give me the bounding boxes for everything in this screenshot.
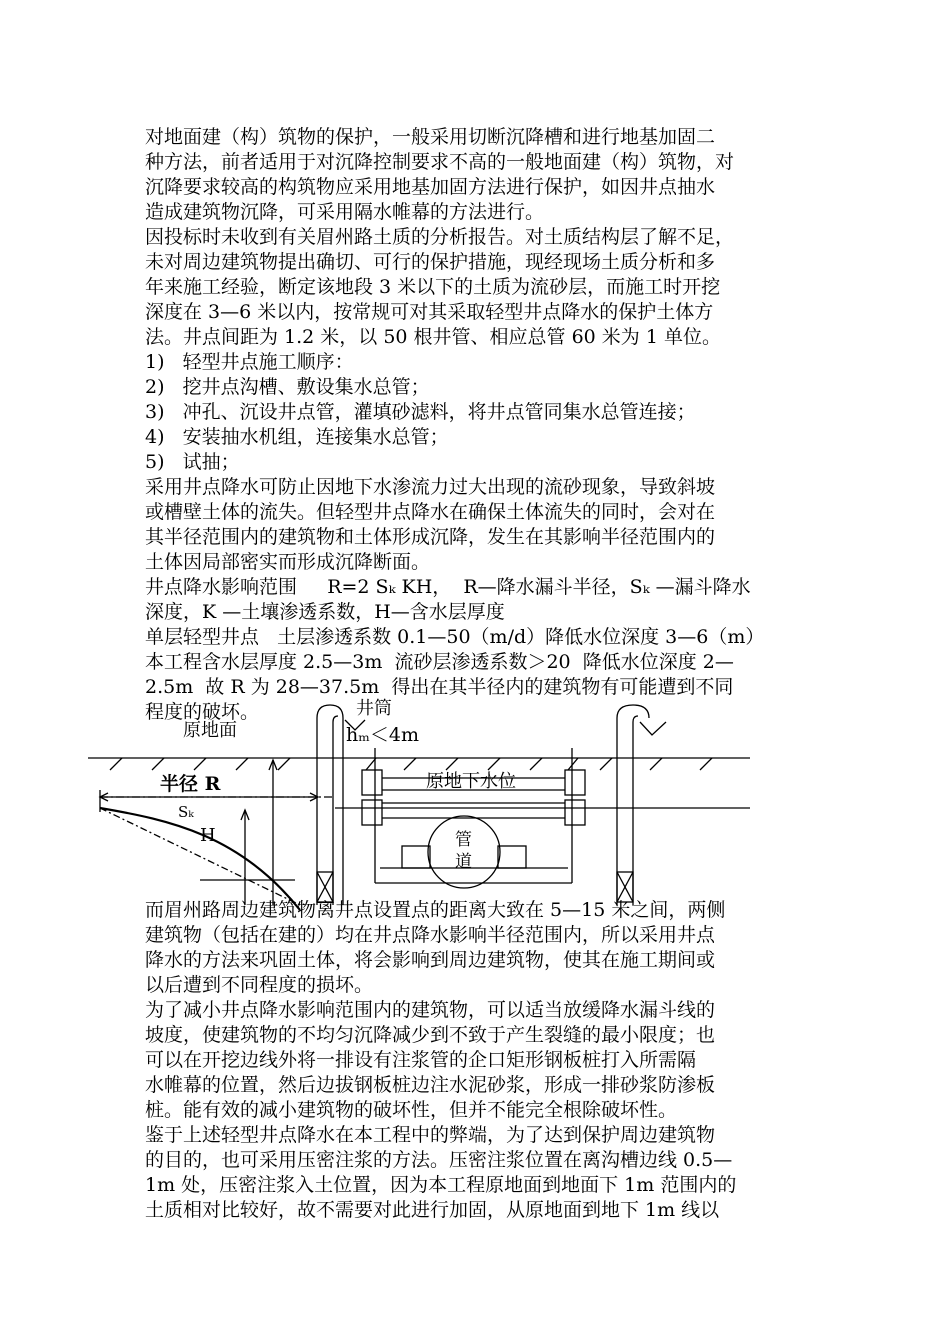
para2-line: 年来施工经验，断定该地段 3 米以下的土质为流砂层，而施工时开挖 [145, 276, 721, 298]
h-label: H [200, 825, 216, 846]
para5-line: 为了减小井点降水影响范围内的建筑物，可以适当放缓降水漏斗线的 [145, 999, 716, 1021]
formula-line: 深度，K —土壤渗透系数，H—含水层厚度 [145, 601, 505, 623]
para3-line: 或槽壁土体的流失。但轻型井点降水在确保土体流失的同时，会对在 [145, 501, 716, 523]
para4-line: 降水的方法来巩固土体，将会影响到周边建筑物，使其在施工期间或 [145, 949, 716, 971]
para3-line: 采用井点降水可防止因地下水渗流力过大出现的流砂现象，导致斜坡 [145, 476, 716, 498]
formula-line: 单层轻型井点 土层渗透系数 0.1—50（m/d）降低水位深度 3—6（m） [145, 626, 765, 648]
para6-line: 1m 处，压密注浆入土位置，因为本工程原地面到地面下 1m 范围内的 [145, 1174, 737, 1196]
para2-line: 深度在 3—6 米以内，按常规可对其采取轻型井点降水的保护土体方 [145, 301, 714, 323]
left-well-pipe [317, 705, 343, 905]
well-label: 井筒 [356, 698, 392, 719]
step-item: 3) 冲孔、沉设井点管，灌填砂滤料，将井点管同集水总管连接； [145, 401, 696, 423]
para3-line: 其半径范围内的建筑物和土体形成沉降，发生在其影响半径范围内的 [145, 526, 716, 548]
right-well-outlet [640, 722, 666, 735]
para6-line: 的目的，也可采用压密注浆的方法。压密注浆位置在离沟槽边线 0.5— [145, 1149, 733, 1171]
para3-line: 土体因局部密实而形成沉降断面。 [145, 551, 431, 573]
formula-line: 本工程含水层厚度 2.5—3m 流砂层渗透系数＞20 降低水位深度 2— [145, 651, 734, 673]
radius-label: 半径 R [160, 773, 221, 795]
ground-hatching [110, 758, 712, 770]
para5-line: 可以在开挖边线外将一排设有注浆管的企口矩形钢板桩打入所需隔 [145, 1049, 697, 1071]
water-label: 原地下水位 [426, 771, 516, 792]
influence-line [100, 808, 300, 905]
para6-line: 土质相对比较好，故不需要对此进行加固，从原地面到地下 1m 线以 [145, 1199, 720, 1221]
para2-line: 未对周边建筑物提出确切、可行的保护措施，现经现场土质分析和多 [145, 251, 716, 273]
para1-line: 沉降要求较高的构筑物应采用地基加固方法进行保护，如因井点抽水 [145, 176, 716, 198]
para6-line: 鉴于上述轻型井点降水在本工程中的弊端，为了达到保护周边建筑物 [145, 1124, 716, 1146]
drawdown-curve [100, 808, 300, 910]
pipe-label-2: 道 [455, 852, 472, 872]
step-item: 2) 挖井点沟槽、敷设集水总管； [145, 376, 430, 398]
para5-line: 桩。能有效的减小建筑物的破坏性，但并不能完全根除破坏性。 [145, 1099, 678, 1121]
para4-line: 以后遭到不同程度的损坏。 [145, 974, 374, 996]
pipe-support-left [402, 846, 430, 868]
depth-label: hₘ＜4m [346, 724, 419, 746]
para2-line: 因投标时未收到有关眉州路土质的分析报告。对土质结构层了解不足， [145, 226, 735, 248]
step-item: 4) 安装抽水机组，连接集水总管； [145, 426, 449, 448]
sk-label: Sₖ [178, 803, 194, 821]
para5-line: 坡度，使建筑物的不均匀沉降减少到不致于产生裂缝的最小限度；也 [145, 1024, 716, 1046]
pipe-support-right [498, 846, 526, 868]
para2-line: 法。井点间距为 1.2 米，以 50 根井管、相应总管 60 米为 1 单位。 [145, 326, 721, 348]
ground-label: 原地面 [183, 720, 237, 741]
para4-line: 建筑物（包括在建的）均在井点降水影响半径范围内，所以采用井点 [145, 924, 716, 946]
para4-line: 而眉州路周边建筑物离井点设置点的距离大致在 5—15 米之间，两侧 [145, 899, 726, 921]
step-item: 1) 轻型井点施工顺序： [145, 351, 354, 373]
para1-line: 造成建筑物沉降，可采用隔水帷幕的方法进行。 [145, 201, 545, 223]
formula-line: 程度的破坏。 [145, 701, 260, 723]
para1-line: 种方法，前者适用于对沉降控制要求不高的一般地面建（构）筑物，对 [145, 151, 735, 173]
para5-line: 水帷幕的位置，然后边拔钢板桩边注水泥砂浆，形成一排砂浆防渗板 [145, 1074, 716, 1096]
formula-line: 井点降水影响范围 R=2 Sₖ KH， R—降水漏斗半径，Sₖ —漏斗降水 [145, 576, 751, 598]
step-item: 5) 试抽； [145, 451, 240, 473]
para1-line: 对地面建（构）筑物的保护，一般采用切断沉降槽和进行地基加固二 [145, 126, 716, 148]
formula-line: 2.5m 故 R 为 28—37.5m 得出在其半径内的建筑物有可能遭到不同 [145, 676, 734, 698]
pipe-label-1: 管 [455, 830, 472, 850]
